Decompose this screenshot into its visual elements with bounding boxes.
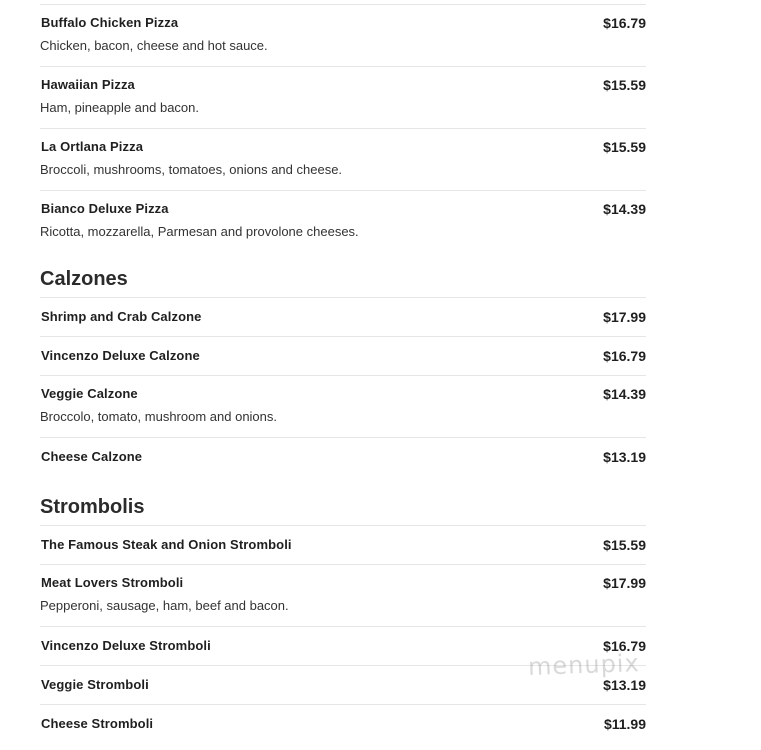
menu-item[interactable] [40,564,646,626]
item-name: Buffalo Chicken Pizza [41,15,179,30]
item-name: Vincenzo Deluxe Calzone [41,348,200,363]
menu-item[interactable] [40,4,646,66]
menu-item[interactable] [40,336,646,375]
item-name: Bianco Deluxe Pizza [41,201,169,216]
item-name: Meat Lovers Stromboli [41,575,184,590]
watermark-logo: menupix [527,649,641,681]
menu-item[interactable] [40,525,646,564]
pizza-list [40,4,646,252]
item-price: $15.59 [603,139,646,155]
item-price: $16.79 [603,638,646,654]
item-name: Vincenzo Deluxe Stromboli [41,638,211,653]
item-price: $15.59 [603,77,646,93]
item-name: Veggie Calzone [41,386,138,401]
item-description: Ham, pineapple and bacon. [40,100,200,115]
item-price: $14.39 [603,201,646,217]
item-name: La Ortlana Pizza [41,139,144,154]
menu-item[interactable] [40,66,646,128]
item-description: Chicken, bacon, cheese and hot sauce. [40,38,268,53]
item-price: $17.99 [603,309,646,325]
item-name: Cheese Calzone [41,449,143,464]
section-title: Calzones [40,268,128,290]
item-name: Veggie Stromboli [41,677,149,692]
menu-item[interactable] [40,297,646,336]
strombolis-section [40,493,646,743]
item-description: Broccolo, tomato, mushroom and onions. [40,409,278,424]
item-description: Ricotta, mozzarella, Parmesan and provolone cheeses. [40,224,359,239]
item-price: $16.79 [603,348,646,364]
item-price: $11.99 [603,716,646,732]
item-name: Shrimp and Crab Calzone [41,309,202,324]
item-name: The Famous Steak and Onion Stromboli [41,537,292,552]
menu-item[interactable] [40,190,646,252]
menu-item[interactable] [40,437,646,476]
item-price: $13.19 [603,449,646,465]
item-description: Broccoli, mushrooms, tomatoes, onions and cheese. [40,162,343,177]
item-description: Pepperoni, sausage, ham, beef and bacon. [40,598,289,613]
item-price: $14.39 [603,386,646,402]
menu-item[interactable] [40,375,646,437]
item-name: Hawaiian Pizza [41,77,135,92]
menu-item[interactable] [40,704,646,743]
item-price: $15.59 [603,537,646,553]
calzones-section [40,265,646,476]
section-title: Strombolis [40,496,145,518]
item-name: Cheese Stromboli [41,716,154,731]
item-price: $13.19 [603,677,646,693]
menu-item[interactable] [40,128,646,190]
item-price: $17.99 [603,575,646,591]
item-price: $16.79 [603,15,646,31]
